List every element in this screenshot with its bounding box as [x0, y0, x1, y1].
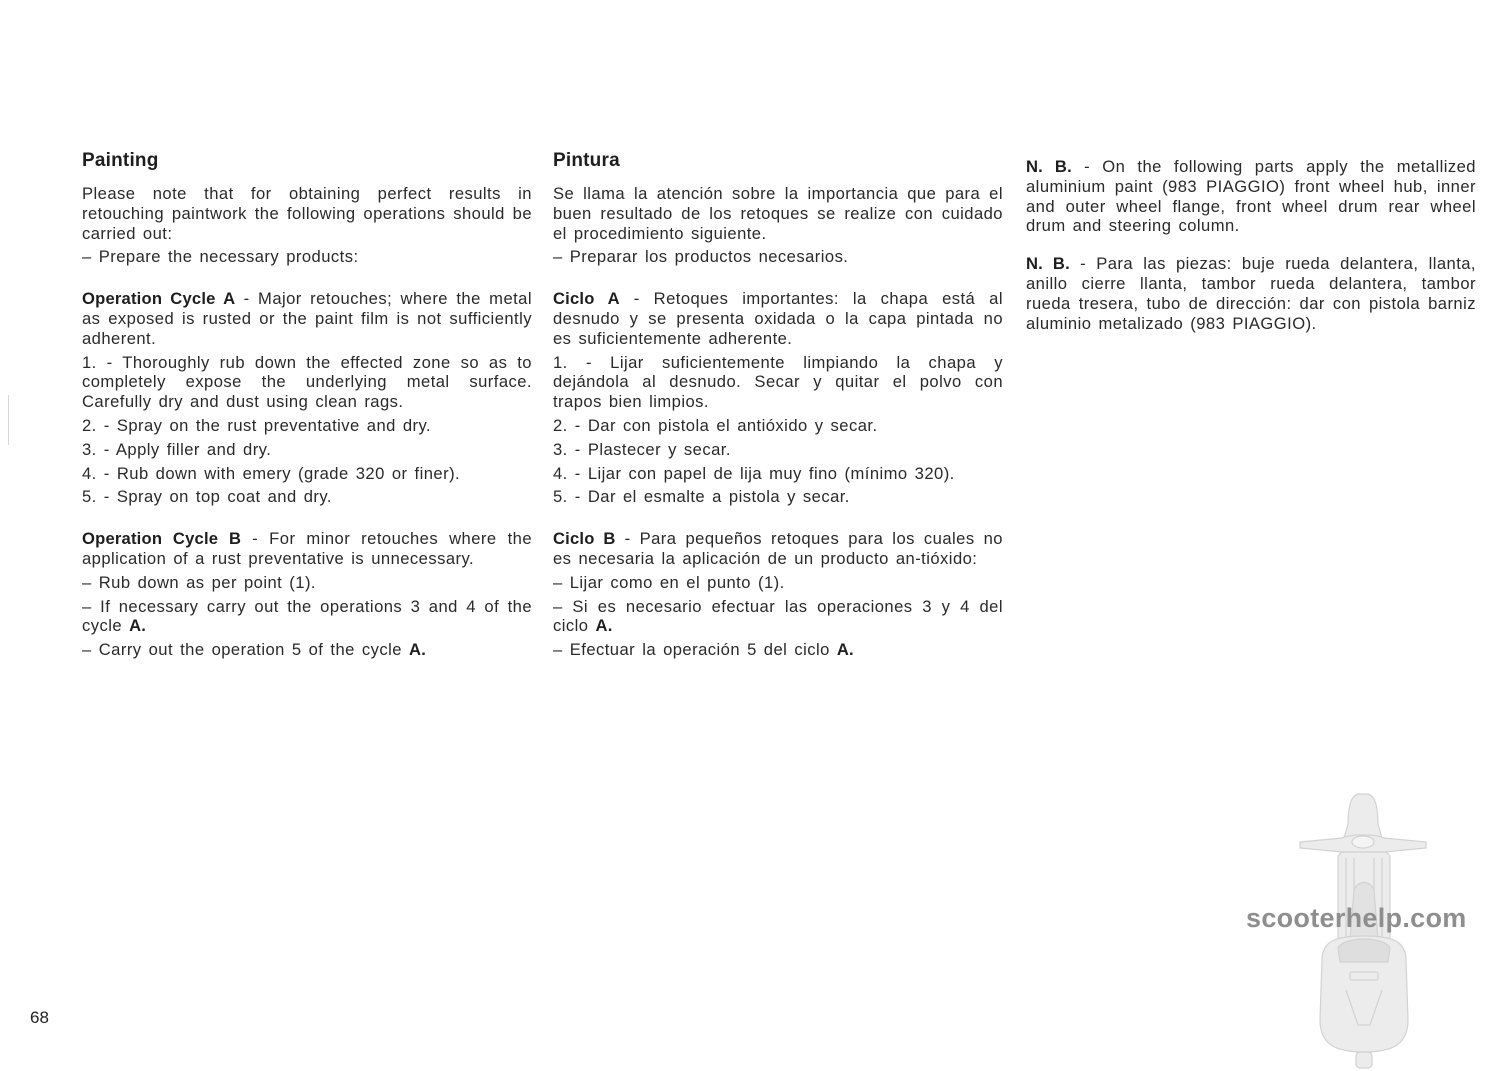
cycle-a-step-1: 1. - Thoroughly rub down the effected zone so as to completely expose the underlying metal surface. Carefully dry and dust using clean rags. — [82, 352, 532, 412]
ciclo-a-step-3: 3. - Plastecer y secar. — [553, 439, 731, 459]
cycle-b-text: - For minor retouches where the application of a rust preventative is unnecessary. — [82, 529, 532, 568]
intro-paragraph: Please note that for obtaining perfect results in retouching paintwork the following operations should be carried out: — [82, 184, 532, 243]
note-spanish-label: N. B. — [1026, 254, 1070, 274]
ciclo-b-step-3-text: – Efectuar la operación 5 del ciclo — [553, 640, 837, 660]
ciclo-b-step-3-ref: A. — [836, 640, 854, 660]
prepare-line: – Prepare the necessary products: — [82, 247, 359, 267]
scooter-rear-wheel — [1356, 1052, 1372, 1068]
ciclo-b-text: - Para pequeños retoques para los cuales no es necesaria la aplicación de un producto an-tióxido: — [553, 529, 1003, 568]
prepare-line-es: – Preparar los productos necesarios. — [553, 247, 849, 267]
cycle-b-step-2-ref: A. — [129, 616, 147, 636]
scooter-rear-light — [1350, 972, 1378, 980]
cycle-a-step-2: 2. - Spray on the rust preventative and dry. — [82, 415, 432, 435]
scooter-seat-rear — [1338, 939, 1390, 962]
note-english-text: - On the following parts apply the metallized aluminium paint (983 PIAGGIO) front wheel hub, inner and outer wheel flange, front wheel drum rear wheel drum and steering column. — [1026, 157, 1476, 236]
cycle-b-label: Operation Cycle B — [82, 529, 242, 549]
ciclo-a-text: - Retoques importantes: la chapa está al desnudo y se presenta oxidada o la capa pintada no es suficientemente adherente. — [553, 289, 1003, 348]
cycle-b-step-3-text: – Carry out the operation 5 of the cycle — [82, 640, 410, 660]
scooter-front-fender — [1344, 794, 1382, 838]
ciclo-b-step-2-ref: A. — [595, 616, 613, 636]
cycle-a-label: Operation Cycle A — [82, 289, 236, 309]
scan-edge-mark — [8, 395, 9, 445]
ciclo-a-step-5: 5. - Dar el esmalte a pistola y secar. — [553, 487, 850, 507]
note-spanish — [1026, 254, 1476, 333]
ciclo-b-step-3 — [553, 640, 1003, 660]
cycle-b-step-2-text: – If necessary carry out the operations 3 and 4 of the cycle — [82, 596, 532, 636]
scooter-speedometer — [1352, 836, 1374, 848]
ciclo-b-step-2 — [553, 597, 1003, 637]
ciclo-a-step-2: 2. - Dar con pistola el antióxido y secar. — [553, 415, 878, 435]
cycle-a-step-5: 5. - Spray on top coat and dry. — [82, 487, 332, 507]
cycle-b-step-3 — [82, 640, 532, 660]
section-title-pintura: Pintura — [553, 150, 620, 171]
english-column — [82, 150, 532, 660]
cycle-a-text: - Major retouches; where the metal as exposed is rusted or the paint film is not sufficiently adherent. — [82, 289, 532, 348]
cycle-a-paragraph — [82, 289, 532, 348]
note-spanish-text: - Para las piezas: buje rueda delantera, llanta, anillo cierre llanta, tambor rueda delantera, tambor rueda tresera, tubo de dirección: dar con pistola barniz aluminio metalizado (983 PIAGGIO). — [1026, 254, 1476, 333]
spanish-column — [553, 150, 1003, 660]
cycle-b-paragraph — [82, 529, 532, 569]
watermark-text: scooterhelp.com — [1246, 903, 1467, 933]
notes-column — [1026, 157, 1476, 333]
section-title-painting: Painting — [82, 150, 159, 171]
note-english — [1026, 157, 1476, 236]
ciclo-b-label: Ciclo B — [553, 529, 616, 549]
ciclo-a-step-1: 1. - Lijar suficientemente limpiando la chapa y dejándola al desnudo. Secar y quitar el polvo con trapos bien limpios. — [553, 352, 1003, 412]
ciclo-b-step-1: – Lijar como en el punto (1). — [553, 572, 785, 592]
cycle-b-step-3-ref: A. — [409, 640, 427, 660]
ciclo-b-step-2-text: – Si es necesario efectuar las operaciones 3 y 4 del ciclo — [553, 596, 1003, 636]
ciclo-a-step-4: 4. - Lijar con papel de lija muy fino (mínimo 320). — [553, 463, 955, 483]
note-english-label: N. B. — [1026, 157, 1072, 176]
ciclo-a-paragraph — [553, 289, 1003, 348]
ciclo-b-paragraph — [553, 529, 1003, 569]
intro-paragraph-es: Se llama la atención sobre la importancia que para el buen resultado de los retoques se realize con cuidado el procedimiento siguiente. — [553, 184, 1003, 243]
cycle-b-step-1: – Rub down as per point (1). — [82, 572, 316, 592]
page-number: 68 — [30, 1008, 49, 1027]
ciclo-a-label: Ciclo A — [553, 289, 620, 309]
cycle-a-step-4: 4. - Rub down with emery (grade 320 or finer). — [82, 463, 461, 483]
cycle-a-step-3: 3. - Apply filler and dry. — [82, 439, 272, 459]
cycle-b-step-2 — [82, 597, 532, 637]
